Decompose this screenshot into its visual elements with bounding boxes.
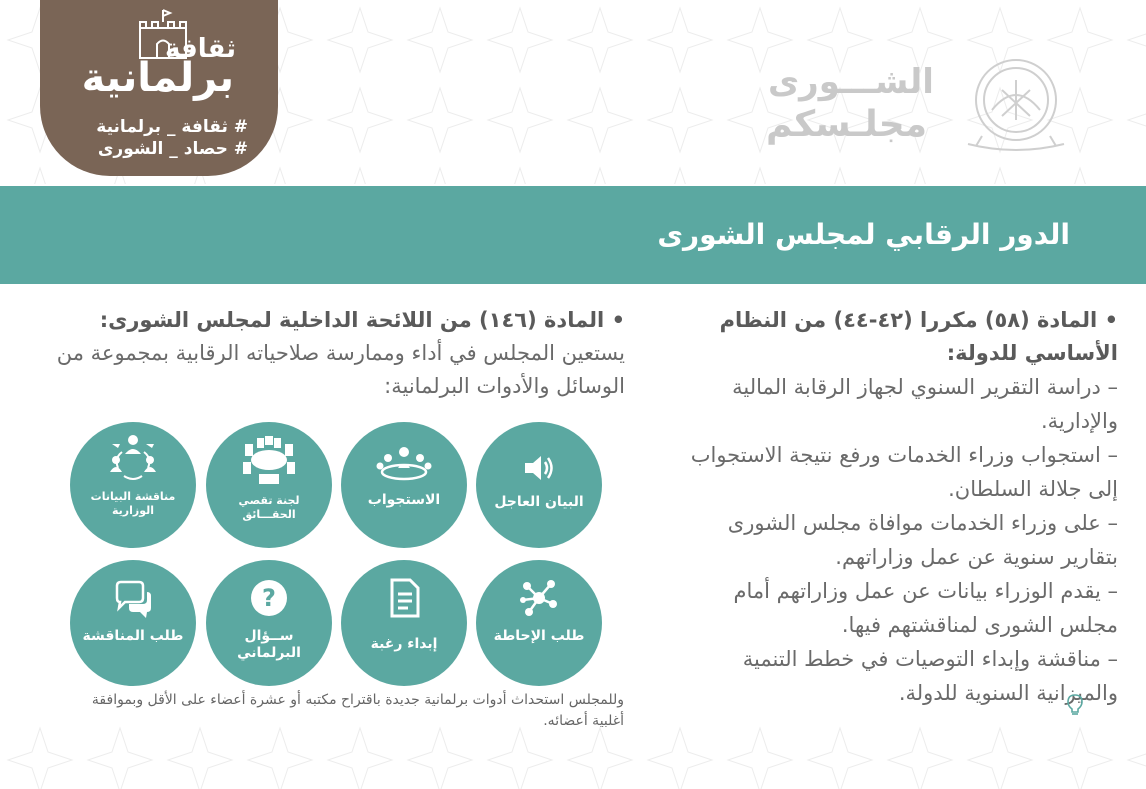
title-band [0, 186, 1146, 284]
tool-label: البيان العاجل [494, 494, 584, 510]
tool-label: إبداء رغبة [370, 636, 438, 652]
document-icon [384, 578, 424, 618]
list-item: – يقدم الوزراء بيانات عن عمل وزاراتهم أمام مجلس الشورى لمناقشتهم فيها. [733, 579, 1118, 637]
tool-expression-of-desire [341, 560, 467, 686]
tool-fact-finding [206, 422, 332, 548]
shura-emblem-icon [962, 50, 1070, 158]
lightbulb-icon [1066, 694, 1084, 716]
tool-label: لجنة تقصي الحقـــائق [238, 494, 300, 521]
list-item: – دراسة التقرير السنوي لجهاز الرقابة المالية والإدارية. [732, 375, 1118, 433]
logo-text-council: مجلـسكم [766, 104, 928, 145]
article-58-section [680, 304, 1118, 710]
question-icon [249, 578, 289, 618]
tool-label: مناقشة البيانات الوزارية [90, 490, 176, 517]
tool-label: الاستجواب [367, 492, 441, 508]
tool-parliamentary-question [206, 560, 332, 686]
tool-ministerial-statements [70, 422, 196, 548]
speaker-icon [519, 448, 559, 488]
tool-briefing-request [476, 560, 602, 686]
svg-text:?: ? [262, 584, 276, 612]
footnote: وللمجلس استحداث أدوات برلمانية جديدة باقتراح مكتبه أو عشرة أعضاء على الأقل وبموافقة أغلبية أعضائه. [91, 692, 624, 729]
page-title: الدور الرقابي لمجلس الشورى [657, 218, 1070, 251]
article-58-heading: • المادة (٥٨) مكررا (٤٢-٤٤) من النظام الأساسي للدولة: [719, 308, 1118, 365]
list-item: – استجواب وزراء الخدمات ورفع نتيجة الاستجواب إلى جلالة السلطان. [690, 443, 1118, 501]
hashtag-culture: # ثقافة _ برلمانية [96, 117, 248, 137]
tool-urgent-statement [476, 422, 602, 548]
tool-interpellation [341, 422, 467, 548]
list-item: – مناقشة وإبداء التوصيات في خطط التنمية والميزانية السنوية للدولة. [742, 647, 1118, 705]
tool-label: طلب المناقشة [82, 628, 184, 644]
parliamentary-culture-badge [40, 0, 278, 176]
article-146-intro: يستعين المجلس في أداء وممارسة صلاحياته الرقابية بمجموعة من الوسائل والأدوات البرلمانية: [56, 341, 625, 398]
group-discussion-icon [108, 432, 158, 482]
tool-discussion-request [70, 560, 196, 686]
network-icon [519, 578, 559, 618]
hashtag-harvest: # حصاد _ الشورى [97, 139, 248, 159]
logo-text-shura: الشـــورى [768, 62, 934, 102]
tool-label: ســؤال البرلماني [237, 628, 301, 661]
list-item: – على وزراء الخدمات موافاة مجلس الشورى بتقارير سنوية عن عمل وزاراتهم. [727, 511, 1118, 569]
badge-title-main: برلمانية [81, 55, 234, 101]
article-146-section [25, 304, 625, 403]
meeting-icon [374, 444, 434, 484]
badge-title-top: ثقافة [164, 34, 236, 64]
conference-table-icon [239, 436, 299, 486]
tool-label: طلب الإحاطة [493, 628, 585, 644]
chat-bubbles-icon [113, 580, 153, 620]
article-146-heading: • المادة (١٤٦) من اللائحة الداخلية لمجلس الشورى: [99, 308, 625, 332]
